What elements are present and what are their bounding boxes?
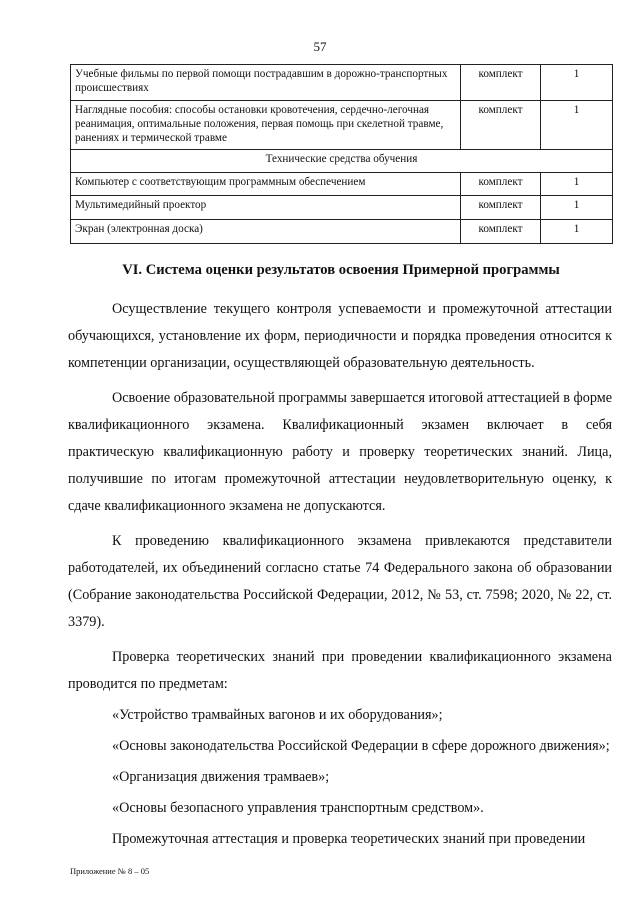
table-row — [71, 101, 613, 150]
quantity-cell: 1 — [541, 173, 613, 196]
table-row — [71, 220, 613, 244]
footer-note: Приложение № 8 – 05 — [70, 866, 150, 876]
item-name-cell: Экран (электронная доска) — [71, 220, 461, 244]
section-heading: VI. Система оценки результатов освоения Примерной программы — [122, 262, 560, 278]
unit-cell: комплект — [461, 101, 541, 150]
table-section-header: Технические средства обучения — [71, 150, 613, 173]
paragraph: Освоение образовательной программы завершается итоговой аттестацией в форме квалификационного экзамена. Квалификационный экзамен включает в себя практическую квалификационную работу и проверку теоретических знаний. Лица, получившие по итогам промежуточной аттестации неудовлетворительную оценку, к сдаче квалификационного экзамена не допускаются. — [68, 390, 612, 514]
quantity-cell: 1 — [541, 220, 613, 244]
unit-cell: комплект — [461, 173, 541, 196]
quantity-cell: 1 — [541, 101, 613, 150]
subject-list-item: «Устройство трамвайных вагонов и их оборудования»; — [112, 707, 443, 723]
item-name-cell: Учебные фильмы по первой помощи пострадавшим в дорожно-транспортных происшествиях — [71, 65, 461, 101]
item-name-cell: Мультимедийный проектор — [71, 196, 461, 220]
body-text — [68, 296, 612, 853]
paragraph: Промежуточная аттестация и проверка теоретических знаний при проведении — [112, 831, 586, 847]
subject-list-item: «Основы безопасного управления транспортным средством». — [112, 800, 484, 816]
item-name-cell: Компьютер с соответствующим программным обеспечением — [71, 173, 461, 196]
page-number: 57 — [313, 39, 327, 54]
unit-cell: комплект — [461, 196, 541, 220]
subject-list-item: «Основы законодательства Российской Федерации в сфере дорожного движения»; — [112, 738, 610, 754]
table-row — [71, 173, 613, 196]
item-name-cell: Наглядные пособия: способы остановки кровотечения, сердечно-легочная реанимация, оптимальные положения, первая помощь при скелетной травме, ранениях и термической травме — [71, 101, 461, 150]
table-row — [71, 196, 613, 220]
paragraph: Осуществление текущего контроля успеваемости и промежуточной аттестации обучающихся, установление их форм, периодичности и порядка проведения относится к компетенции организации, осуществляющей образовательную деятельность. — [68, 301, 612, 371]
table-row — [71, 65, 613, 101]
table-section-row — [71, 150, 613, 173]
quantity-cell: 1 — [541, 65, 613, 101]
paragraph: К проведению квалификационного экзамена привлекаются представители работодателей, их объединений согласно статье 74 Федерального закона об образовании (Собрание законодательства Российской Федерации, 2012, № 53, ст. 7598; 2020, № 22, ст. 3379). — [68, 533, 612, 630]
unit-cell: комплект — [461, 65, 541, 101]
paragraph: Проверка теоретических знаний при проведении квалификационного экзамена проводится по предметам: — [68, 649, 612, 692]
quantity-cell: 1 — [541, 196, 613, 220]
unit-cell: комплект — [461, 220, 541, 244]
equipment-table — [70, 64, 613, 244]
subject-list-item: «Организация движения трамваев»; — [112, 769, 330, 785]
